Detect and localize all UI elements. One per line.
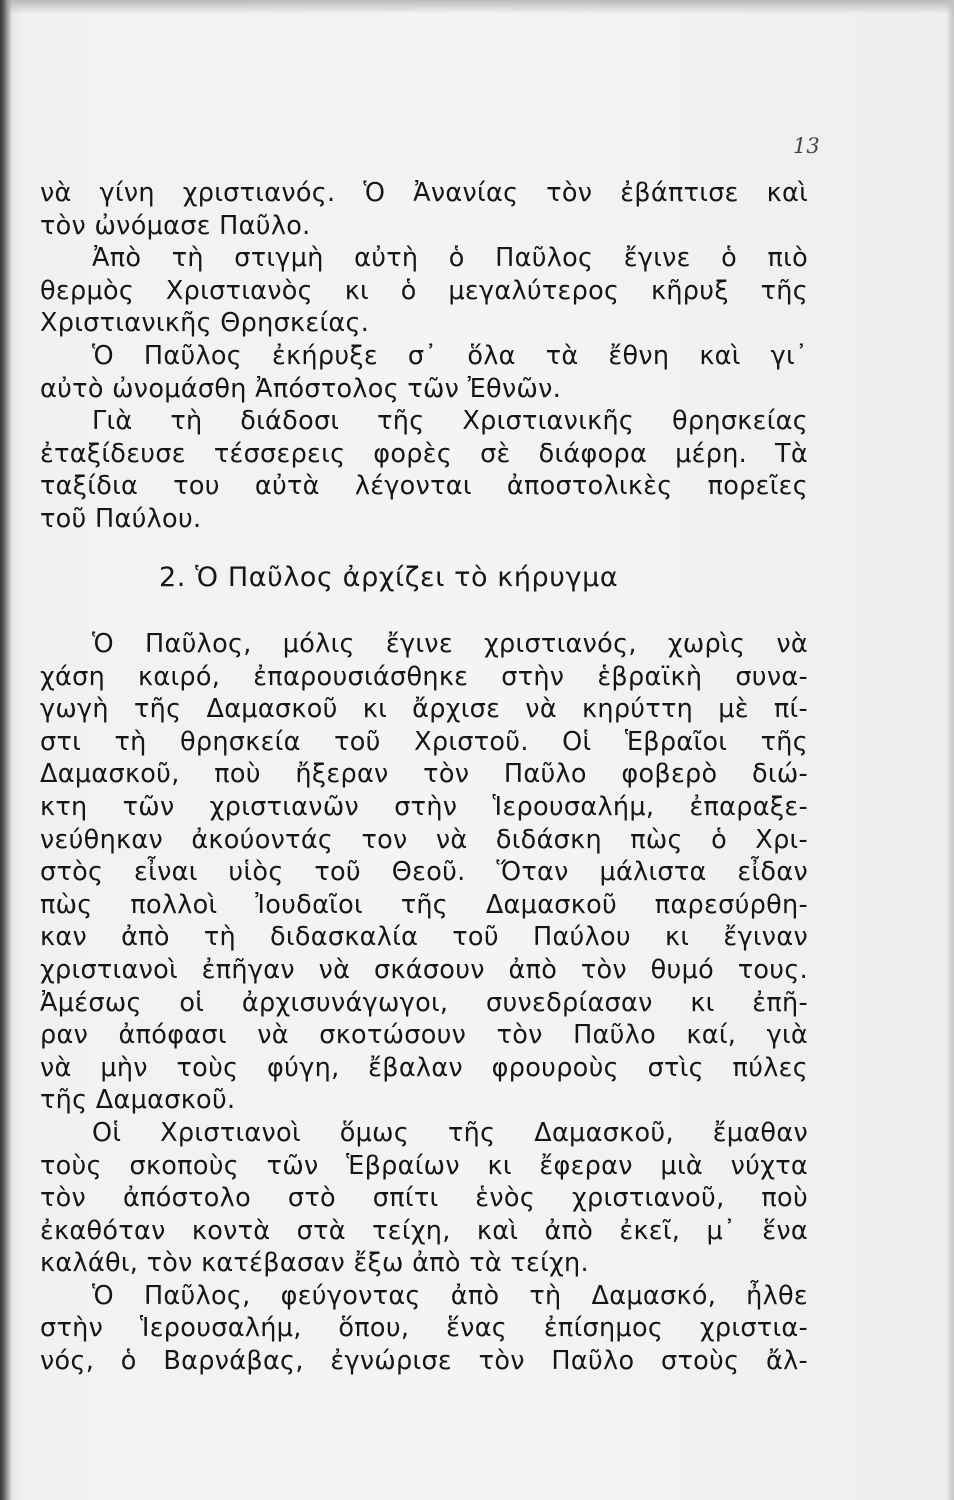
- text-line: Γιὰ τὴ διάδοσι τῆς Χριστιανικῆς θρησκείας: [92, 406, 808, 437]
- text-line: τῆς Δαμασκοῦ.: [40, 1085, 236, 1116]
- text-line: νεύθηκαν ἀκούοντάς τον νὰ διδάσκη πὼς ὁ Χρι-: [40, 824, 808, 855]
- text-line: καν ἀπὸ τὴ διδασκαλία τοῦ Παύλου κι ἔγιναν: [40, 922, 808, 953]
- section-heading: 2. Ὁ Παῦλος ἀρχίζει τὸ κήρυγμα: [159, 562, 619, 593]
- text-line: Ὁ Παῦλος, μόλις ἔγινε χριστιανός, χωρὶς νὰ: [92, 629, 808, 659]
- page-right-edge: [946, 0, 954, 1500]
- paragraph-block-1: [40, 177, 808, 536]
- text-line: πὼς πολλοὶ Ἰουδαῖοι τῆς Δαμασκοῦ παρεσύρθη-: [40, 889, 808, 920]
- paragraph-block-2: [40, 628, 808, 1378]
- text-line: χριστιανοὶ ἐπῆγαν νὰ σκάσουν ἀπὸ τὸν θυμό τους.: [40, 954, 808, 985]
- text-line: τὸν ἀπόστολο στὸ σπίτι ἑνὸς χριστιανοῦ, ποὺ: [40, 1183, 808, 1214]
- text-line: γωγὴ τῆς Δαμασκοῦ κι ἄρχισε νὰ κηρύττη μὲ πί-: [40, 694, 808, 725]
- text-line: ἐκαθόταν κοντὰ στὰ τείχη, καὶ ἀπὸ ἐκεῖ, μ᾿ ἕνα: [40, 1215, 808, 1246]
- text-line: νὰ μὴν τοὺς φύγη, ἔβαλαν φρουροὺς στὶς πύλες: [40, 1052, 808, 1083]
- text-line: ἐταξίδευσε τέσσερεις φορὲς σὲ διάφορα μέρη. Τὰ: [40, 438, 808, 469]
- text-line: ραν ἀπόφασι νὰ σκοτώσουν τὸν Παῦλο καί, γιὰ: [40, 1020, 808, 1051]
- text-line: νός, ὁ Βαρνάβας, ἐγνώρισε τὸν Παῦλο στοὺς ἄλ-: [40, 1346, 808, 1377]
- text-line: κτη τῶν χριστιανῶν στὴν Ἱερουσαλήμ, ἐπαραξε-: [40, 791, 808, 822]
- text-line: αὐτὸ ὠνομάσθη Ἀπόστολος τῶν Ἐθνῶν.: [40, 373, 562, 404]
- text-line: τοὺς σκοποὺς τῶν Ἑβραίων κι ἔφεραν μιὰ νύχτα: [40, 1150, 808, 1181]
- binding-edge: [0, 0, 12, 1500]
- text-line: χάση καιρό, ἐπαρουσιάσθηκε στὴν ἑβραϊκὴ συνα-: [40, 661, 808, 692]
- text-line: ταξίδια του αὐτὰ λέγονται ἀποστολικὲς πορεῖες: [40, 471, 808, 502]
- text-line: στι τὴ θρησκεία τοῦ Χριστοῦ. Οἱ Ἑβραῖοι τῆς: [40, 726, 808, 757]
- text-line: Χριστιανικῆς Θρησκείας.: [40, 308, 370, 339]
- text-line: Ἀπὸ τὴ στιγμὴ αὐτὴ ὁ Παῦλος ἔγινε ὁ πιὸ: [92, 243, 808, 274]
- text-line: τοῦ Παύλου.: [40, 503, 202, 534]
- text-line: Ὁ Παῦλος ἐκήρυξε σ᾿ ὅλα τὰ ἔθνη καὶ γι᾿: [92, 340, 808, 371]
- text-line: στὴν Ἱερουσαλήμ, ὅπου, ἕνας ἐπίσημος χριστια-: [40, 1313, 808, 1344]
- text-line: Οἱ Χριστιανοὶ ὅμως τῆς Δαμασκοῦ, ἔμαθαν: [92, 1117, 808, 1148]
- text-line: νὰ γίνη χριστιανός. Ὁ Ἀνανίας τὸν ἐβάπτισε καὶ: [40, 178, 808, 208]
- text-line: στὸς εἶναι υἱὸς τοῦ Θεοῦ. Ὅταν μάλιστα εἶδαν: [40, 857, 808, 888]
- text-line: Δαμασκοῦ, ποὺ ἤξεραν τὸν Παῦλο φοβερὸ διώ-: [40, 759, 808, 790]
- text-line: τὸν ὠνόμασε Παῦλο.: [40, 210, 311, 241]
- text-line: θερμὸς Χριστιανὸς κι ὁ μεγαλύτερος κῆρυξ τῆς: [40, 275, 808, 306]
- text-line: Ἀμέσως οἱ ἀρχισυνάγωγοι, συνεδρίασαν κι ἐπῆ-: [40, 987, 808, 1018]
- page-number: 13: [793, 134, 820, 158]
- text-line: Ὁ Παῦλος, φεύγοντας ἀπὸ τὴ Δαμασκό, ἦλθε: [92, 1280, 808, 1311]
- text-line: καλάθι, τὸν κατέβασαν ἔξω ἀπὸ τὰ τείχη.: [40, 1248, 589, 1279]
- page-top-shadow: [0, 0, 954, 14]
